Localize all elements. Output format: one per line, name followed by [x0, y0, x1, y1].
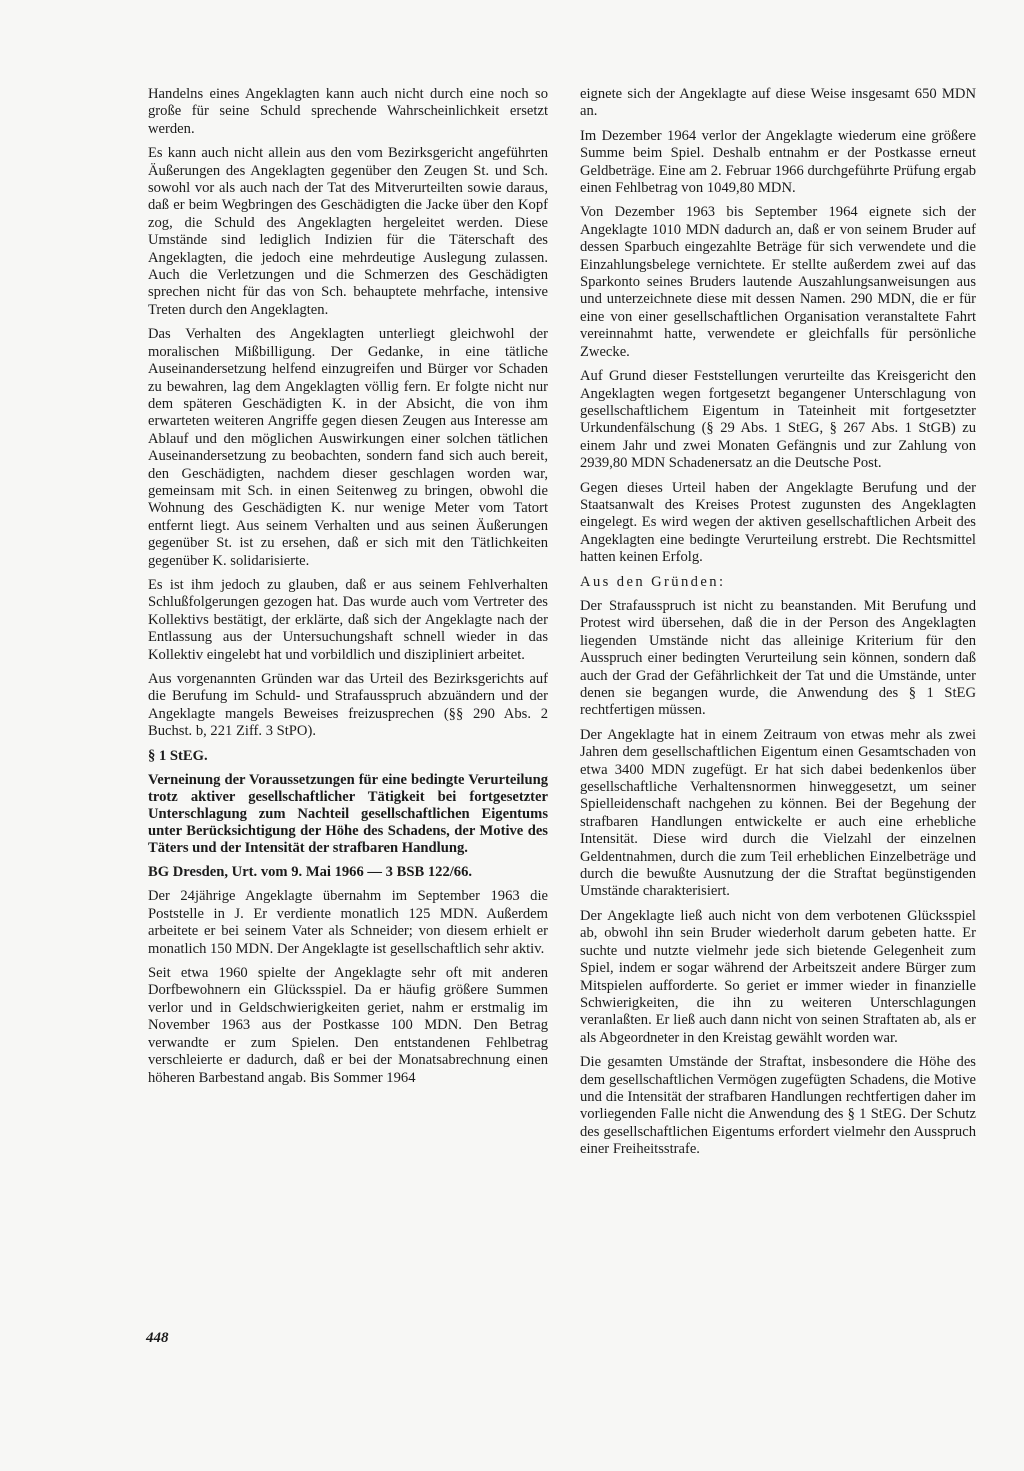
page-number: 448: [146, 1330, 169, 1346]
paragraph: Auf Grund dieser Feststellungen verurteilte das Kreisgericht den Angeklagten wegen fortgesetzt begangener Unterschlagung von gesellschaftlichem Eigentum in Tateinheit mit fortgesetzter Urkundenfälschung (§ 29 Abs. 1 StEG, § 267 Abs. 1 StGB) zu einem Jahr und zwei Monaten Gefängnis und zur Zahlung von 2939,80 MDN Schadenersatz an die Deutsche Post.: [580, 368, 976, 472]
left-column: [148, 86, 548, 1094]
paragraph: Das Verhalten des Angeklagten unterliegt gleichwohl der moralischen Mißbilligung. Der Gedanke, in eine tätliche Auseinandersetzung helfend einzugreifen und Bürger vor Schaden zu bewahren, lag dem Angeklagten völlig fern. Er folgte nicht nur dem späteren Geschädigten K. in der Absicht, die von ihm erwarteten weiteren Angriffe gegen diesen Zeugen aus Interesse am Ablauf und den möglichen Auswirkungen einer solchen tätlichen Auseinandersetzung zu beobachten, sondern fand sich auch bereit, den Geschädigten, nachdem dieser geschlagen worden war, gemeinsam mit Sch. in einen Seitenweg zu bringen, obwohl die Wohnung des Geschädigten K. nur wenige Meter vom Tatort entfernt liegt. Aus seinem Verhalten und aus seinen Äußerungen gegenüber St. ist zu ersehen, daß er sich mit den Tätlichkeiten gegenüber K. solidarisierte.: [148, 326, 548, 569]
paragraph: Der 24jährige Angeklagte übernahm im September 1963 die Poststelle in J. Er verdiente monatlich 125 MDN. Außerdem arbeitete er bei seinem Vater als Schneider; von diesem erhielt er monatlich 150 MDN. Der Angeklagte ist gesellschaftlich sehr aktiv.: [148, 888, 548, 957]
paragraph: Gegen dieses Urteil haben der Angeklagte Berufung und der Staatsanwalt des Kreises Protest zugunsten des Angeklagten eingelegt. Es wird wegen der aktiven gesellschaftlichen Arbeit des Angeklagten eine bedingte Verurteilung erstrebt. Die Rechtsmittel hatten keinen Erfolg.: [580, 479, 976, 566]
paragraph: Im Dezember 1964 verlor der Angeklagte wiederum eine größere Summe beim Spiel. Deshalb entnahm er der Postkasse erneut Geldbeträge. Eine am 2. Februar 1966 durchgeführte Prüfung ergab einen Fehlbetrag von 1049,80 MDN.: [580, 127, 976, 197]
paragraph: eignete sich der Angeklagte auf diese Weise insgesamt 650 MDN an.: [580, 86, 976, 120]
paragraph: Von Dezember 1963 bis September 1964 eignete sich der Angeklagte 1010 MDN dadurch an, daß er von seinem Bruder auf dessen Sparbuch eingezahlte Beträge für sich verwendete und die Einzahlungsbelege vernichtete. Er stellte außerdem zwei auf das Sparkonto seines Bruders lautende Auszahlungsanweisungen aus und unterzeichnete diese mit dessen Namen. 290 MDN, die er für eine von einer gesellschaftlichen Organisation veranstaltete Fahrt vereinnahmt hatte, verwendete er gleichfalls für persönliche Zwecke.: [580, 204, 976, 360]
section-reference: § 1 StEG.: [148, 747, 208, 764]
paragraph: Die gesamten Umstände der Straftat, insbesondere die Höhe des dem gesellschaftlichen Vermögen zugefügten Schadens, die Motive und die Intensität der strafbaren Handlungen rechtfertigen daher im vorliegenden Falle nicht die Anwendung des § 1 StEG. Der Schutz des gesellschaftlichen Eigentums erfordert vielmehr den Ausspruch einer Freiheitsstrafe.: [580, 1054, 976, 1158]
paragraph: Seit etwa 1960 spielte der Angeklagte sehr oft mit anderen Dorfbewohnern ein Glücksspiel. Da er häufig größere Summen verlor und in Geldschwierigkeiten geriet, nahm er erstmalig im November 1963 aus der Postkasse 100 MDN. Den Betrag verwandte er zum Spielen. Den entstandenen Fehlbetrag verschleierte er dadurch, daß er bei der Monatsabrechnung einen höheren Barbestand angab. Bis Sommer 1964: [148, 965, 548, 1086]
paragraph: Der Strafausspruch ist nicht zu beanstanden. Mit Berufung und Protest wird übersehen, daß die in der Person des Angeklagten liegenden Umstände nicht das alleinige Kriterium für den Ausspruch einer bedingten Verurteilung sein können, sondern daß auch der Grad der Gefährlichkeit der Tat und die Umstände, unter denen sie begangen wurde, die Anwendung des § 1 StEG rechtfertigen müssen.: [580, 597, 976, 719]
court-citation: BG Dresden, Urt. vom 9. Mai 1966 — 3 BSB 122/66.: [148, 864, 473, 881]
paragraph: Es kann auch nicht allein aus den vom Bezirksgericht angeführten Äußerungen des Angeklagten gegenüber den Zeugen St. und Sch. sowohl vor als auch nach der Tat des Mitverurteilten sowie daraus, daß er beim Wegbringen des Geschädigten die Jacke über den Kopf zog, die Schuld des Angeklagten hergeleitet werden. Diese Umstände sind lediglich Indizien für die Täterschaft des Angeklagten, die jedoch eine mehrdeutige Auslegung zulassen. Auch die Verletzungen und die Schmerzen des Geschädigten sprechen nicht für das von Sch. behauptete mehrfache, intensive Treten durch den Angeklagten.: [148, 145, 548, 318]
paragraph: Es ist ihm jedoch zu glauben, daß er aus seinem Fehlverhalten Schlußfolgerungen gezogen hat. Das wurde auch vom Vertreter des Kollektivs bestätigt, der erklärte, daß sich der Angeklagte nach der Entlassung aus der Untersuchungshaft schnell wieder in das Kollektiv eingelebt hat und vorbildlich und diszipliniert arbeitet.: [148, 576, 548, 663]
section-label: Aus den Gründen:: [580, 573, 726, 590]
headnote-title: Verneinung der Voraussetzungen für eine bedingte Verurteilung trotz aktiver gesellschaftlicher Tätigkeit bei fortgesetzter Unterschlagung zum Nachteil gesellschaftlichen Eigentums unter Berücksichtigung der Höhe des Schadens, der Motive des Täters und der Intensität der strafbaren Handlung.: [148, 772, 548, 857]
paragraph: Der Angeklagte hat in einem Zeitraum von etwas mehr als zwei Jahren dem gesellschaftlichen Eigentum einen Gesamtschaden von etwa 3400 MDN zugefügt. Er hat sich dabei bedenkenlos über gesellschaftliche Verhaltensnormen hinweggesetzt, um seiner Spielleidenschaft nachgehen zu können. Bei der Begehung der strafbaren Handlungen entwickelte er auch eine erhebliche Intensität. Diese wird durch die Vielzahl der einzelnen Geldentnahmen, durch die zum Teil erheblichen Einzelbeträge und durch die bewußte Ausnutzung der die Straftat begünstigenden Umstände charakterisiert.: [580, 726, 976, 900]
right-column: [580, 86, 976, 1166]
paragraph: Der Angeklagte ließ auch nicht von dem verbotenen Glücksspiel ab, obwohl ihn sein Bruder wiederholt darum gebeten hatte. Er suchte und nutzte vielmehr jede sich bietende Gelegenheit zum Spiel, indem er sogar während der Arbeitszeit andere Bürger zum Mitspielen aufforderte. So geriet er immer wieder in finanzielle Schwierigkeiten, die ihn zu weiteren Unterschlagungen veranlaßten. Er ließ auch dann nicht von seinen Straftaten ab, als er als Abgeordneter in den Kreistag gewählt worden war.: [580, 907, 976, 1046]
paragraph: Aus vorgenannten Gründen war das Urteil des Bezirksgerichts auf die Berufung im Schuld- und Strafausspruch abzuändern und der Angeklagte mangels Beweises freizusprechen (§§ 290 Abs. 2 Buchst. b, 221 Ziff. 3 StPO).: [148, 671, 548, 740]
paragraph: Handelns eines Angeklagten kann auch nicht durch eine noch so große für seine Schuld sprechende Wahrscheinlichkeit ersetzt werden.: [148, 86, 548, 137]
